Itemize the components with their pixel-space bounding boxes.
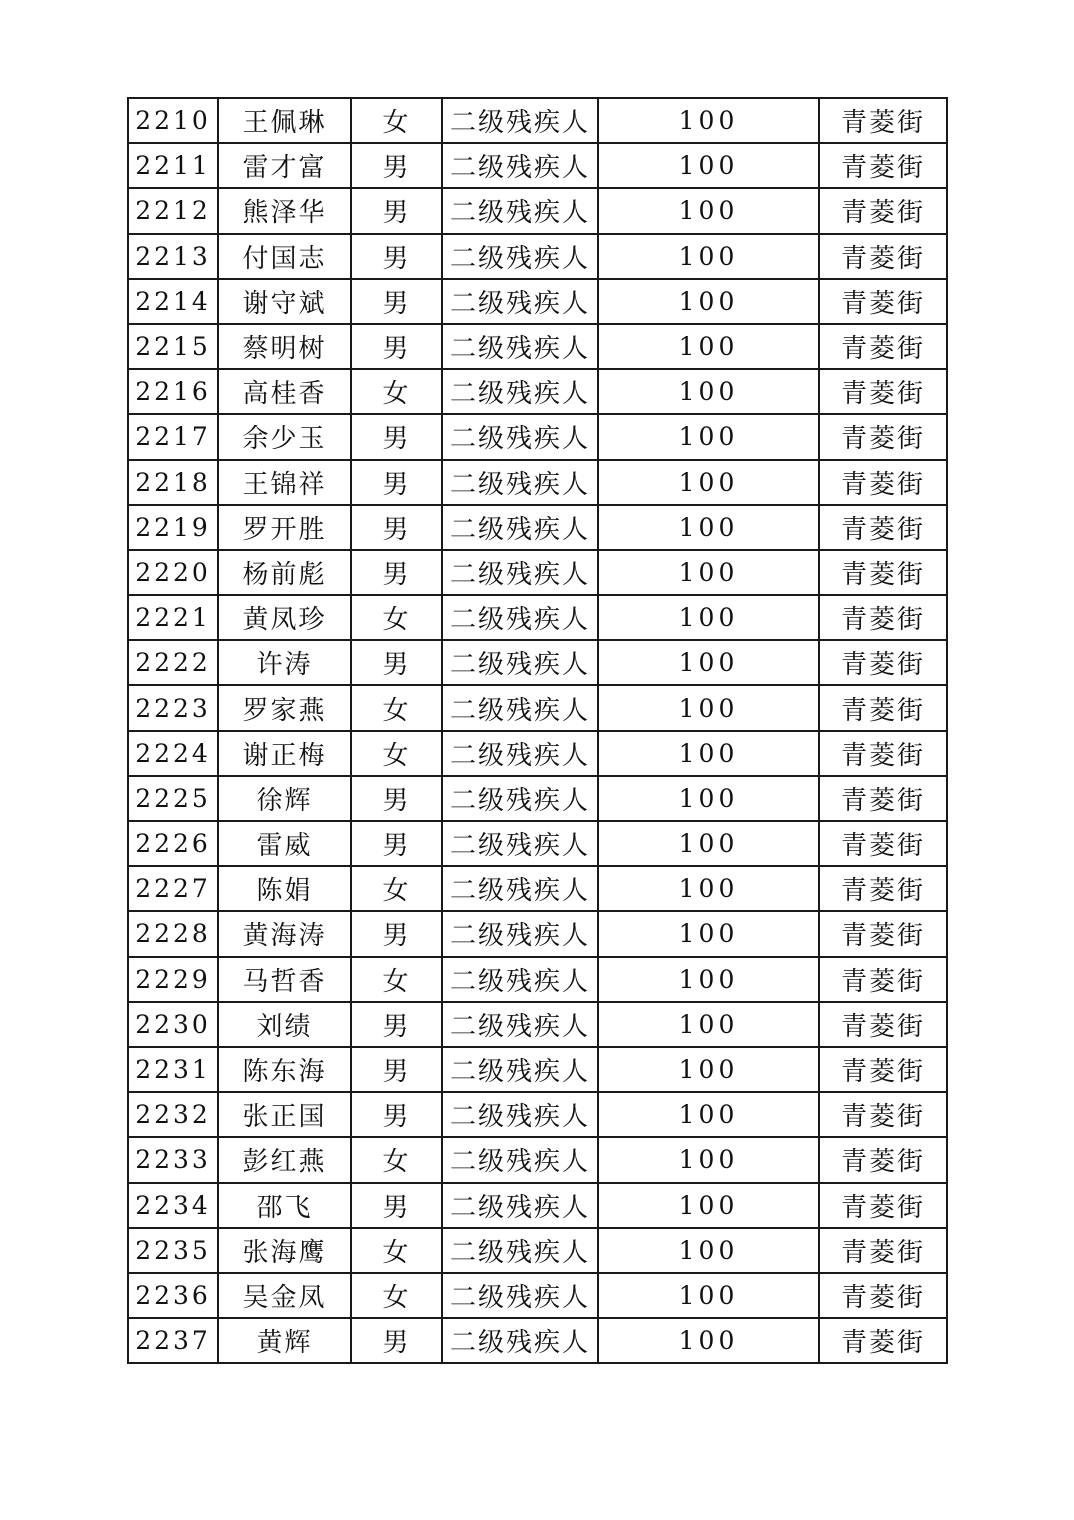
cell-gender: 男 <box>351 460 442 505</box>
cell-name: 张正国 <box>218 1092 351 1137</box>
cell-category: 二级残疾人 <box>442 98 598 143</box>
cell-category: 二级残疾人 <box>442 143 598 188</box>
cell-category: 二级残疾人 <box>442 279 598 324</box>
cell-street: 青菱街 <box>819 595 947 640</box>
table-row <box>128 957 947 1002</box>
cell-street: 青菱街 <box>819 957 947 1002</box>
cell-id: 2236 <box>128 1273 218 1318</box>
cell-name: 谢守斌 <box>218 279 351 324</box>
cell-gender: 男 <box>351 550 442 595</box>
cell-gender: 女 <box>351 866 442 911</box>
cell-gender: 女 <box>351 1273 442 1318</box>
cell-id: 2211 <box>128 143 218 188</box>
cell-id: 2212 <box>128 188 218 233</box>
cell-gender: 男 <box>351 1002 442 1047</box>
table-row <box>128 414 947 459</box>
cell-gender: 男 <box>351 234 442 279</box>
table-row <box>128 324 947 369</box>
cell-amount: 100 <box>598 414 819 459</box>
cell-name: 熊泽华 <box>218 188 351 233</box>
cell-id: 2218 <box>128 460 218 505</box>
cell-amount: 100 <box>598 460 819 505</box>
cell-amount: 100 <box>598 911 819 956</box>
cell-amount: 100 <box>598 595 819 640</box>
cell-name: 黄辉 <box>218 1318 351 1363</box>
cell-street: 青菱街 <box>819 505 947 550</box>
cell-gender: 男 <box>351 1318 442 1363</box>
cell-gender: 男 <box>351 821 442 866</box>
cell-name: 蔡明树 <box>218 324 351 369</box>
cell-name: 陈娟 <box>218 866 351 911</box>
cell-amount: 100 <box>598 640 819 685</box>
cell-id: 2214 <box>128 279 218 324</box>
cell-amount: 100 <box>598 1002 819 1047</box>
cell-category: 二级残疾人 <box>442 460 598 505</box>
cell-gender: 女 <box>351 369 442 414</box>
cell-name: 余少玉 <box>218 414 351 459</box>
cell-street: 青菱街 <box>819 1318 947 1363</box>
cell-amount: 100 <box>598 1092 819 1137</box>
cell-street: 青菱街 <box>819 640 947 685</box>
cell-category: 二级残疾人 <box>442 234 598 279</box>
cell-amount: 100 <box>598 1047 819 1092</box>
cell-name: 彭红燕 <box>218 1137 351 1182</box>
cell-gender: 女 <box>351 1137 442 1182</box>
cell-name: 许涛 <box>218 640 351 685</box>
cell-amount: 100 <box>598 1273 819 1318</box>
table-row <box>128 279 947 324</box>
cell-category: 二级残疾人 <box>442 1228 598 1273</box>
cell-id: 2221 <box>128 595 218 640</box>
cell-amount: 100 <box>598 324 819 369</box>
cell-category: 二级残疾人 <box>442 1002 598 1047</box>
cell-category: 二级残疾人 <box>442 1137 598 1182</box>
cell-amount: 100 <box>598 1183 819 1228</box>
cell-id: 2235 <box>128 1228 218 1273</box>
cell-name: 王锦祥 <box>218 460 351 505</box>
cell-gender: 男 <box>351 279 442 324</box>
cell-amount: 100 <box>598 550 819 595</box>
cell-id: 2222 <box>128 640 218 685</box>
cell-amount: 100 <box>598 776 819 821</box>
cell-street: 青菱街 <box>819 279 947 324</box>
cell-name: 黄凤珍 <box>218 595 351 640</box>
table-row <box>128 460 947 505</box>
cell-id: 2233 <box>128 1137 218 1182</box>
table-row <box>128 821 947 866</box>
cell-gender: 男 <box>351 640 442 685</box>
cell-street: 青菱街 <box>819 550 947 595</box>
table-row <box>128 369 947 414</box>
cell-category: 二级残疾人 <box>442 414 598 459</box>
cell-gender: 男 <box>351 776 442 821</box>
table-row <box>128 1047 947 1092</box>
table-row <box>128 1092 947 1137</box>
cell-id: 2217 <box>128 414 218 459</box>
cell-amount: 100 <box>598 1137 819 1182</box>
table-row <box>128 1183 947 1228</box>
cell-id: 2227 <box>128 866 218 911</box>
cell-amount: 100 <box>598 234 819 279</box>
cell-street: 青菱街 <box>819 143 947 188</box>
cell-street: 青菱街 <box>819 866 947 911</box>
cell-category: 二级残疾人 <box>442 1183 598 1228</box>
cell-name: 谢正梅 <box>218 731 351 776</box>
cell-amount: 100 <box>598 957 819 1002</box>
cell-category: 二级残疾人 <box>442 188 598 233</box>
cell-name: 马哲香 <box>218 957 351 1002</box>
cell-name: 徐辉 <box>218 776 351 821</box>
cell-street: 青菱街 <box>819 685 947 730</box>
cell-id: 2219 <box>128 505 218 550</box>
cell-id: 2225 <box>128 776 218 821</box>
table-row <box>128 234 947 279</box>
cell-gender: 男 <box>351 414 442 459</box>
cell-category: 二级残疾人 <box>442 550 598 595</box>
cell-street: 青菱街 <box>819 414 947 459</box>
cell-category: 二级残疾人 <box>442 369 598 414</box>
cell-street: 青菱街 <box>819 1183 947 1228</box>
cell-category: 二级残疾人 <box>442 1273 598 1318</box>
cell-category: 二级残疾人 <box>442 505 598 550</box>
cell-id: 2224 <box>128 731 218 776</box>
cell-amount: 100 <box>598 1318 819 1363</box>
cell-category: 二级残疾人 <box>442 731 598 776</box>
cell-id: 2234 <box>128 1183 218 1228</box>
cell-street: 青菱街 <box>819 776 947 821</box>
cell-gender: 女 <box>351 1228 442 1273</box>
table-row <box>128 911 947 956</box>
cell-category: 二级残疾人 <box>442 1318 598 1363</box>
cell-gender: 女 <box>351 957 442 1002</box>
cell-street: 青菱街 <box>819 1228 947 1273</box>
cell-category: 二级残疾人 <box>442 640 598 685</box>
cell-street: 青菱街 <box>819 1137 947 1182</box>
cell-street: 青菱街 <box>819 911 947 956</box>
recipient-table <box>127 97 948 1364</box>
cell-id: 2215 <box>128 324 218 369</box>
cell-category: 二级残疾人 <box>442 776 598 821</box>
cell-name: 付国志 <box>218 234 351 279</box>
cell-amount: 100 <box>598 369 819 414</box>
cell-category: 二级残疾人 <box>442 821 598 866</box>
cell-category: 二级残疾人 <box>442 595 598 640</box>
cell-amount: 100 <box>598 866 819 911</box>
cell-gender: 男 <box>351 1047 442 1092</box>
cell-id: 2216 <box>128 369 218 414</box>
table-row <box>128 776 947 821</box>
cell-name: 雷威 <box>218 821 351 866</box>
cell-gender: 男 <box>351 911 442 956</box>
cell-amount: 100 <box>598 279 819 324</box>
cell-amount: 100 <box>598 821 819 866</box>
cell-name: 刘绩 <box>218 1002 351 1047</box>
cell-street: 青菱街 <box>819 1002 947 1047</box>
cell-category: 二级残疾人 <box>442 911 598 956</box>
cell-gender: 男 <box>351 143 442 188</box>
cell-amount: 100 <box>598 685 819 730</box>
cell-amount: 100 <box>598 143 819 188</box>
cell-gender: 女 <box>351 685 442 730</box>
cell-street: 青菱街 <box>819 188 947 233</box>
cell-amount: 100 <box>598 1228 819 1273</box>
table-row <box>128 595 947 640</box>
cell-id: 2223 <box>128 685 218 730</box>
table-row <box>128 98 947 143</box>
table-row <box>128 505 947 550</box>
cell-street: 青菱街 <box>819 1092 947 1137</box>
cell-name: 高桂香 <box>218 369 351 414</box>
table-row <box>128 1273 947 1318</box>
cell-name: 罗开胜 <box>218 505 351 550</box>
cell-name: 罗家燕 <box>218 685 351 730</box>
table-row <box>128 1318 947 1363</box>
cell-id: 2226 <box>128 821 218 866</box>
cell-id: 2220 <box>128 550 218 595</box>
recipient-table-body <box>128 98 947 1363</box>
table-row <box>128 143 947 188</box>
table-row <box>128 640 947 685</box>
cell-name: 王佩琳 <box>218 98 351 143</box>
cell-id: 2237 <box>128 1318 218 1363</box>
cell-amount: 100 <box>598 188 819 233</box>
cell-name: 黄海涛 <box>218 911 351 956</box>
cell-gender: 男 <box>351 324 442 369</box>
table-row <box>128 731 947 776</box>
table-row <box>128 1137 947 1182</box>
cell-gender: 男 <box>351 188 442 233</box>
cell-category: 二级残疾人 <box>442 1092 598 1137</box>
cell-name: 雷才富 <box>218 143 351 188</box>
cell-gender: 男 <box>351 1183 442 1228</box>
cell-name: 张海鹰 <box>218 1228 351 1273</box>
cell-amount: 100 <box>598 505 819 550</box>
cell-gender: 女 <box>351 731 442 776</box>
cell-category: 二级残疾人 <box>442 866 598 911</box>
cell-street: 青菱街 <box>819 234 947 279</box>
table-row <box>128 1228 947 1273</box>
cell-name: 吴金凤 <box>218 1273 351 1318</box>
table-row <box>128 866 947 911</box>
cell-gender: 女 <box>351 595 442 640</box>
cell-street: 青菱街 <box>819 369 947 414</box>
cell-id: 2229 <box>128 957 218 1002</box>
cell-street: 青菱街 <box>819 1047 947 1092</box>
cell-id: 2230 <box>128 1002 218 1047</box>
cell-category: 二级残疾人 <box>442 957 598 1002</box>
table-row <box>128 1002 947 1047</box>
cell-name: 杨前彪 <box>218 550 351 595</box>
cell-street: 青菱街 <box>819 821 947 866</box>
cell-street: 青菱街 <box>819 98 947 143</box>
cell-amount: 100 <box>598 98 819 143</box>
cell-id: 2228 <box>128 911 218 956</box>
cell-street: 青菱街 <box>819 731 947 776</box>
cell-street: 青菱街 <box>819 460 947 505</box>
cell-category: 二级残疾人 <box>442 685 598 730</box>
cell-gender: 男 <box>351 505 442 550</box>
cell-gender: 女 <box>351 98 442 143</box>
cell-street: 青菱街 <box>819 1273 947 1318</box>
cell-gender: 男 <box>351 1092 442 1137</box>
table-row <box>128 685 947 730</box>
cell-amount: 100 <box>598 731 819 776</box>
table-row <box>128 550 947 595</box>
cell-category: 二级残疾人 <box>442 324 598 369</box>
cell-id: 2232 <box>128 1092 218 1137</box>
cell-id: 2231 <box>128 1047 218 1092</box>
table-row <box>128 188 947 233</box>
cell-id: 2213 <box>128 234 218 279</box>
cell-id: 2210 <box>128 98 218 143</box>
cell-name: 邵飞 <box>218 1183 351 1228</box>
cell-name: 陈东海 <box>218 1047 351 1092</box>
cell-category: 二级残疾人 <box>442 1047 598 1092</box>
cell-street: 青菱街 <box>819 324 947 369</box>
